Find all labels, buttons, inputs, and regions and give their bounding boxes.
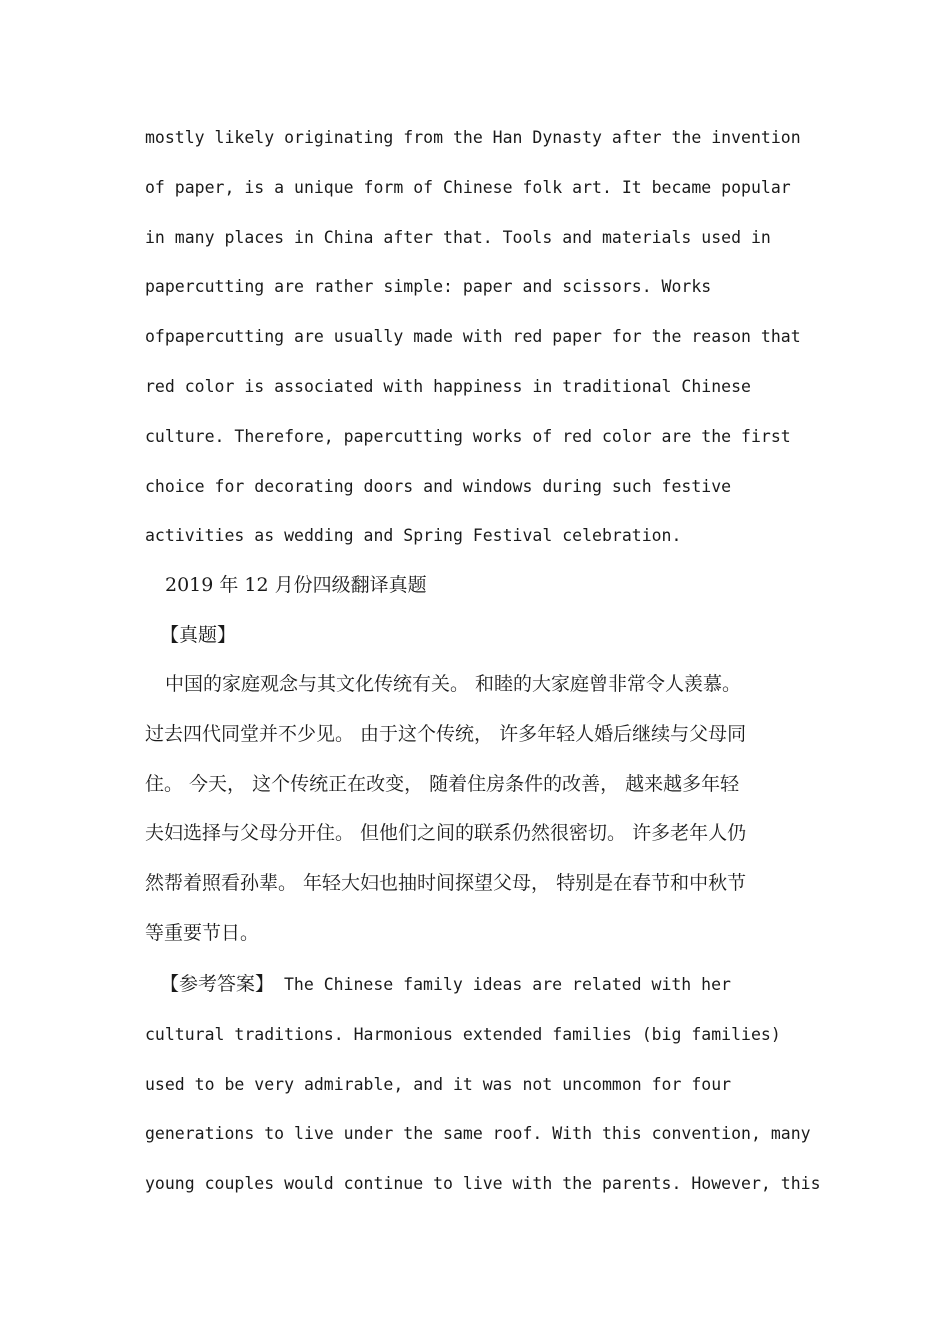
answer-first-text: The Chinese family ideas are related with her bbox=[283, 975, 731, 994]
text-line: in many places in China after that. Tools and materials used in bbox=[145, 227, 771, 247]
text-line: of paper, is a unique form of Chinese folk art. It became popular bbox=[145, 177, 791, 197]
text-line: choice for decorating doors and windows during such festive bbox=[145, 476, 732, 496]
text-line: 中国的家庭观念与其文化传统有关。 和睦的大家庭曾非常令人羡慕。 bbox=[165, 673, 742, 695]
text-line: cultural traditions. Harmonious extended families (big families) bbox=[145, 1024, 781, 1044]
text-line: 住。 今天， 这个传统正在改变， 随着住房条件的改善， 越来越多年轻 bbox=[145, 772, 740, 795]
question-label: 【真题】 bbox=[160, 624, 237, 646]
text-line: mostly likely originating from the Han Dynasty after the invention bbox=[145, 128, 801, 147]
text-line: culture. Therefore, papercutting works of red color are the first bbox=[145, 426, 791, 446]
text-line: 等重要节日。 bbox=[145, 921, 260, 944]
papercutting-paragraph bbox=[145, 113, 813, 561]
text-line: activities as wedding and Spring Festival celebration. bbox=[145, 526, 682, 546]
section-title-block bbox=[145, 561, 813, 611]
text-line: papercutting are rather simple: paper and scissors. Works bbox=[145, 277, 712, 297]
answer-first-line bbox=[145, 960, 813, 1010]
text-line: generations to live under the same roof. With this convention, many bbox=[145, 1124, 811, 1144]
section-title: 2019 年 12 月份四级翻译真题 bbox=[165, 574, 427, 596]
text-line: 夫妇选择与父母分开住。 但他们之间的联系仍然很密切。 许多老年人仍 bbox=[145, 822, 747, 845]
answer-label: 【参考答案】 bbox=[160, 973, 275, 995]
text-line: 然帮着照看孙辈。 年轻大妇也抽时间探望父母， 特别是在春节和中秋节 bbox=[145, 872, 747, 895]
text-line: red color is associated with happiness in traditional Chinese bbox=[145, 376, 751, 396]
text-line: young couples would continue to live with the parents. However, this bbox=[145, 1174, 821, 1194]
answer-paragraph bbox=[145, 960, 821, 1209]
question-paragraph bbox=[145, 660, 813, 959]
text-line: used to be very admirable, and it was not uncommon for four bbox=[145, 1074, 732, 1094]
text-line: ofpapercutting are usually made with red paper for the reason that bbox=[145, 327, 801, 347]
question-label-block bbox=[145, 611, 813, 661]
text-line: 过去四代同堂并不少见。 由于这个传统， 许多年轻人婚后继续与父母同 bbox=[145, 722, 747, 745]
